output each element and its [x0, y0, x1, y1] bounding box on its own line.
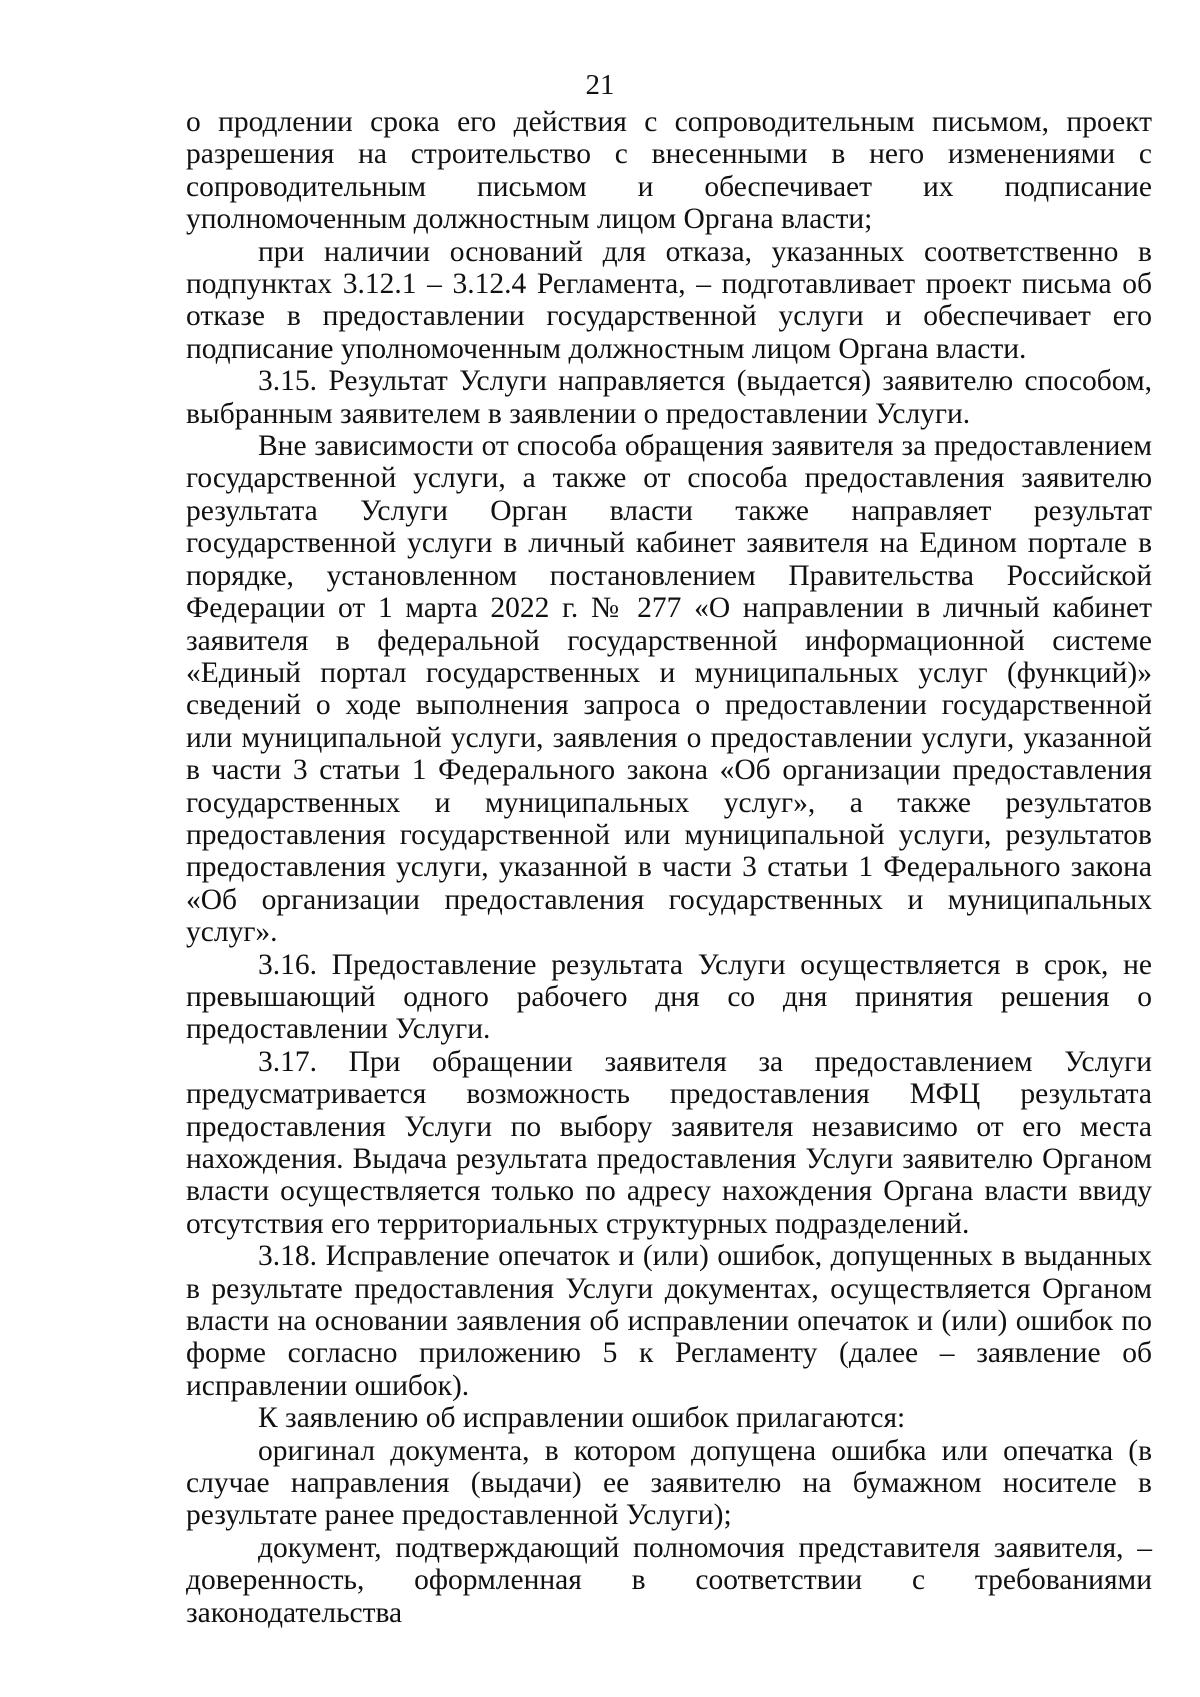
- paragraph-3-15: 3.15. Результат Услуги направляется (выдается) заявителю способом, выбранным заявителем в заявлении о предоставлении Услуги.: [186, 365, 1152, 430]
- page-number: 21: [585, 69, 615, 101]
- paragraph-continuation: о продлении срока его действия с сопроводительным письмом, проект разрешения на строительство с внесенными в него изменениями с сопроводительным письмом и обеспечивает их подписание уполномоченным должностным лицом Органа власти;: [186, 106, 1152, 236]
- document-body: [186, 106, 1152, 1629]
- paragraph-3-16: 3.16. Предоставление результата Услуги осуществляется в срок, не превышающий одного рабочего дня со дня принятия решения о предоставлении Услуги.: [186, 948, 1152, 1046]
- paragraph-3-17: 3.17. При обращении заявителя за предоставлением Услуги предусматривается возможность предоставления МФЦ результата предоставления Услуги по выбору заявителя независимо от его места нахождения. Выдача результата предоставления Услуги заявителю Органом власти осуществляется только по адресу нахождения Органа власти ввиду отсутствия его территориальных структурных подразделений.: [186, 1045, 1152, 1240]
- paragraph-3-18: 3.18. Исправление опечаток и (или) ошибок, допущенных в выданных в результате предоставления Услуги документах, осуществляется Органом власти на основании заявления об исправлении опечаток и (или) ошибок по форме согласно приложению 5 к Регламенту (далее – заявление об исправлении ошибок).: [186, 1240, 1152, 1402]
- paragraph-attachments-intro: К заявлению об исправлении ошибок прилагаются:: [258, 1402, 906, 1435]
- paragraph-authority-document: документ, подтверждающий полномочия представителя заявителя, – доверенность, оформленная в соответствии с требованиями законодательства: [186, 1531, 1152, 1629]
- paragraph-personal-cabinet: Вне зависимости от способа обращения заявителя за предоставлением государственной услуги, а также от способа предоставления заявителю результата Услуги Орган власти также направляет результат государственной услуги в личный кабинет заявителя на Едином портале в порядке, установленном постановлением Правительства Российской Федерации от 1 марта 2022 г. № 277 «О направлении в личный кабинет заявителя в федеральной государственной информационной системе «Единый портал государственных и муниципальных услуг (функций)» сведений о ходе выполнения запроса о предоставлении государственной или муниципальной услуги, заявления о предоставлении услуги, указанной в части 3 статьи 1 Федерального закона «Об организации предоставления государственных и муниципальных услуг», а также результатов предоставления государственной или муниципальной услуги, результатов предоставления услуги, указанной в части 3 статьи 1 Федерального закона «Об организации предоставления государственных и муниципальных услуг».: [186, 430, 1152, 949]
- paragraph-refusal-grounds: при наличии оснований для отказа, указанных соответственно в подпунктах 3.12.1 – 3.12.4 Регламента, – подготавливает проект письма об отказе в предоставлении государственной услуги и обеспечивает его подписание уполномоченным должностным лицом Органа власти.: [186, 235, 1152, 365]
- paragraph-original-document: оригинал документа, в котором допущена ошибка или опечатка (в случае направления (выдачи) ее заявителю на бумажном носителе в результате ранее предоставленной Услуги);: [186, 1434, 1152, 1532]
